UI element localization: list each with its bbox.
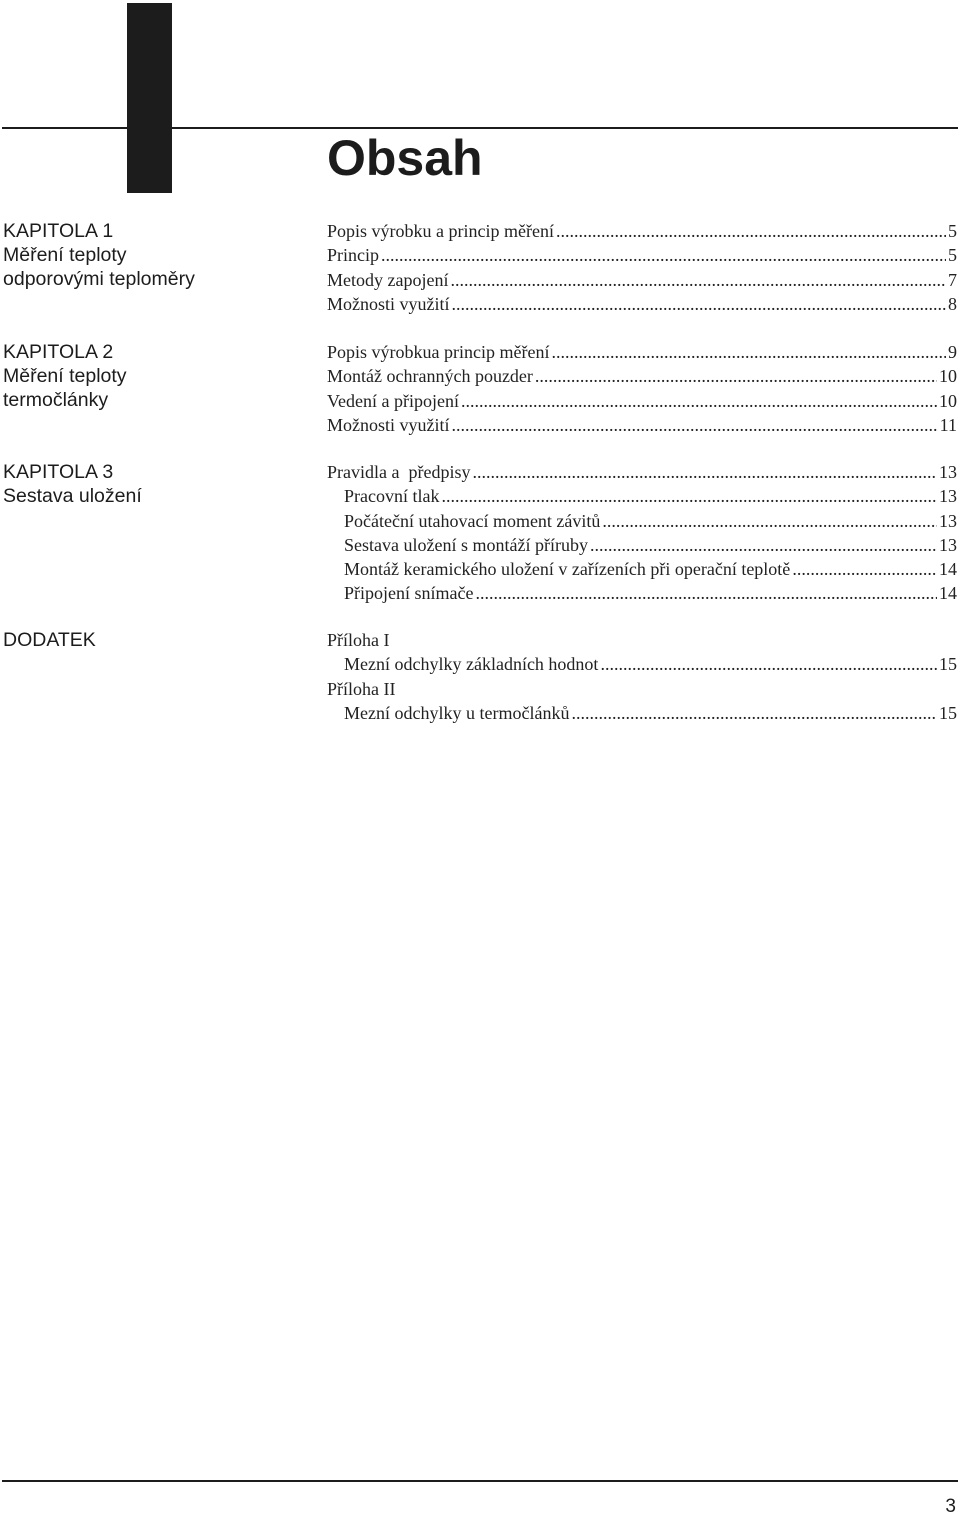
chapter-1-entries bbox=[327, 219, 957, 316]
toc-entry[interactable] bbox=[327, 219, 957, 243]
chapter-2-line-2: Měření teploty bbox=[3, 365, 127, 387]
toc-entry[interactable] bbox=[327, 268, 957, 292]
leader-dots bbox=[556, 219, 946, 243]
entry-title: Montáž keramického uložení v zařízeních při operační teplotě bbox=[344, 559, 791, 580]
entry-title: Připojení snímače bbox=[344, 583, 474, 604]
entry-page: 13 bbox=[939, 510, 957, 531]
entry-page: 8 bbox=[948, 293, 957, 314]
entry-page: 5 bbox=[948, 245, 957, 266]
decorative-black-bar bbox=[127, 3, 172, 193]
leader-dots bbox=[590, 533, 937, 557]
entry-title: Mezní odchylky základních hodnot bbox=[344, 654, 599, 675]
chapter-2-line-1: KAPITOLA 2 bbox=[3, 341, 114, 363]
entry-page: 13 bbox=[939, 462, 957, 482]
entry-title: Popis výrobku a princip měření bbox=[327, 221, 554, 241]
leader-dots bbox=[551, 340, 946, 364]
appendix-line-1: DODATEK bbox=[3, 629, 96, 651]
appendix-label bbox=[3, 628, 96, 652]
entry-page: 9 bbox=[948, 342, 957, 362]
entry-page: 10 bbox=[939, 366, 957, 387]
entry-title: Montáž ochranných pouzder bbox=[327, 366, 533, 387]
leader-dots bbox=[571, 701, 937, 725]
leader-dots bbox=[475, 581, 937, 605]
leader-dots bbox=[452, 413, 938, 437]
toc-entry[interactable] bbox=[327, 533, 957, 557]
chapter-1-line-3: odporovými teploměry bbox=[3, 268, 195, 290]
toc-entry[interactable] bbox=[327, 557, 957, 581]
appendix-heading: Příloha II bbox=[327, 678, 396, 699]
entry-page: 11 bbox=[939, 414, 957, 435]
entry-title: Možnosti využití bbox=[327, 293, 450, 314]
page-number: 3 bbox=[945, 1496, 956, 1517]
leader-dots bbox=[381, 243, 946, 267]
toc-entry[interactable] bbox=[327, 460, 957, 484]
entry-page: 15 bbox=[939, 702, 957, 723]
bottom-divider bbox=[2, 1480, 958, 1482]
toc-entry[interactable] bbox=[327, 340, 957, 364]
entry-title: Pravidla a předpisy bbox=[327, 462, 471, 482]
entry-title: Metody zapojení bbox=[327, 269, 449, 290]
entry-title: Princip bbox=[327, 245, 379, 266]
entry-page: 10 bbox=[939, 390, 957, 411]
toc-entry[interactable] bbox=[327, 413, 957, 437]
chapter-2-entries bbox=[327, 340, 957, 437]
leader-dots bbox=[452, 292, 947, 316]
leader-dots bbox=[461, 389, 937, 413]
entry-page: 7 bbox=[948, 269, 957, 290]
entry-page: 15 bbox=[939, 654, 957, 675]
leader-dots bbox=[450, 268, 946, 292]
entry-page: 5 bbox=[948, 221, 957, 241]
entry-title: Pracovní tlak bbox=[344, 486, 440, 507]
chapter-3-line-1: KAPITOLA 3 bbox=[3, 461, 114, 483]
chapter-3-label bbox=[3, 460, 142, 508]
entry-page: 14 bbox=[939, 583, 957, 604]
leader-dots bbox=[441, 484, 937, 508]
toc-entry[interactable] bbox=[327, 484, 957, 508]
leader-dots bbox=[600, 652, 937, 676]
appendix-heading: Příloha I bbox=[327, 630, 390, 650]
chapter-2-line-3: termočlánky bbox=[3, 389, 109, 411]
leader-dots bbox=[472, 460, 937, 484]
toc-entry[interactable] bbox=[327, 652, 957, 676]
entry-page: 13 bbox=[939, 486, 957, 507]
chapter-3-line-2: Sestava uložení bbox=[3, 485, 142, 507]
leader-dots bbox=[535, 364, 937, 388]
page-title: Obsah bbox=[327, 130, 483, 186]
chapter-1-line-2: Měření teploty bbox=[3, 244, 127, 266]
leader-dots bbox=[602, 509, 937, 533]
entry-title: Počáteční utahovací moment závitů bbox=[344, 510, 601, 531]
chapter-1-label bbox=[3, 219, 195, 291]
toc-entry[interactable] bbox=[327, 509, 957, 533]
entry-title: Mezní odchylky u termočlánků bbox=[344, 702, 570, 723]
entry-page: 13 bbox=[939, 534, 957, 555]
chapter-3-entries bbox=[327, 460, 957, 606]
entry-page: 14 bbox=[939, 559, 957, 580]
leader-dots bbox=[792, 557, 937, 581]
toc-entry[interactable] bbox=[327, 701, 957, 725]
entry-title: Sestava uložení s montáží příruby bbox=[344, 534, 588, 555]
toc-entry[interactable] bbox=[327, 292, 957, 316]
toc-entry[interactable] bbox=[327, 581, 957, 605]
toc-entry[interactable] bbox=[327, 364, 957, 388]
chapter-2-label bbox=[3, 340, 127, 412]
entry-title: Vedení a připojení bbox=[327, 390, 459, 411]
entry-title: Popis výrobkua princip měření bbox=[327, 342, 550, 362]
entry-title: Možnosti využití bbox=[327, 414, 450, 435]
toc-entry[interactable] bbox=[327, 389, 957, 413]
appendix-entries bbox=[327, 628, 957, 725]
toc-entry[interactable] bbox=[327, 243, 957, 267]
chapter-1-line-1: KAPITOLA 1 bbox=[3, 220, 114, 242]
